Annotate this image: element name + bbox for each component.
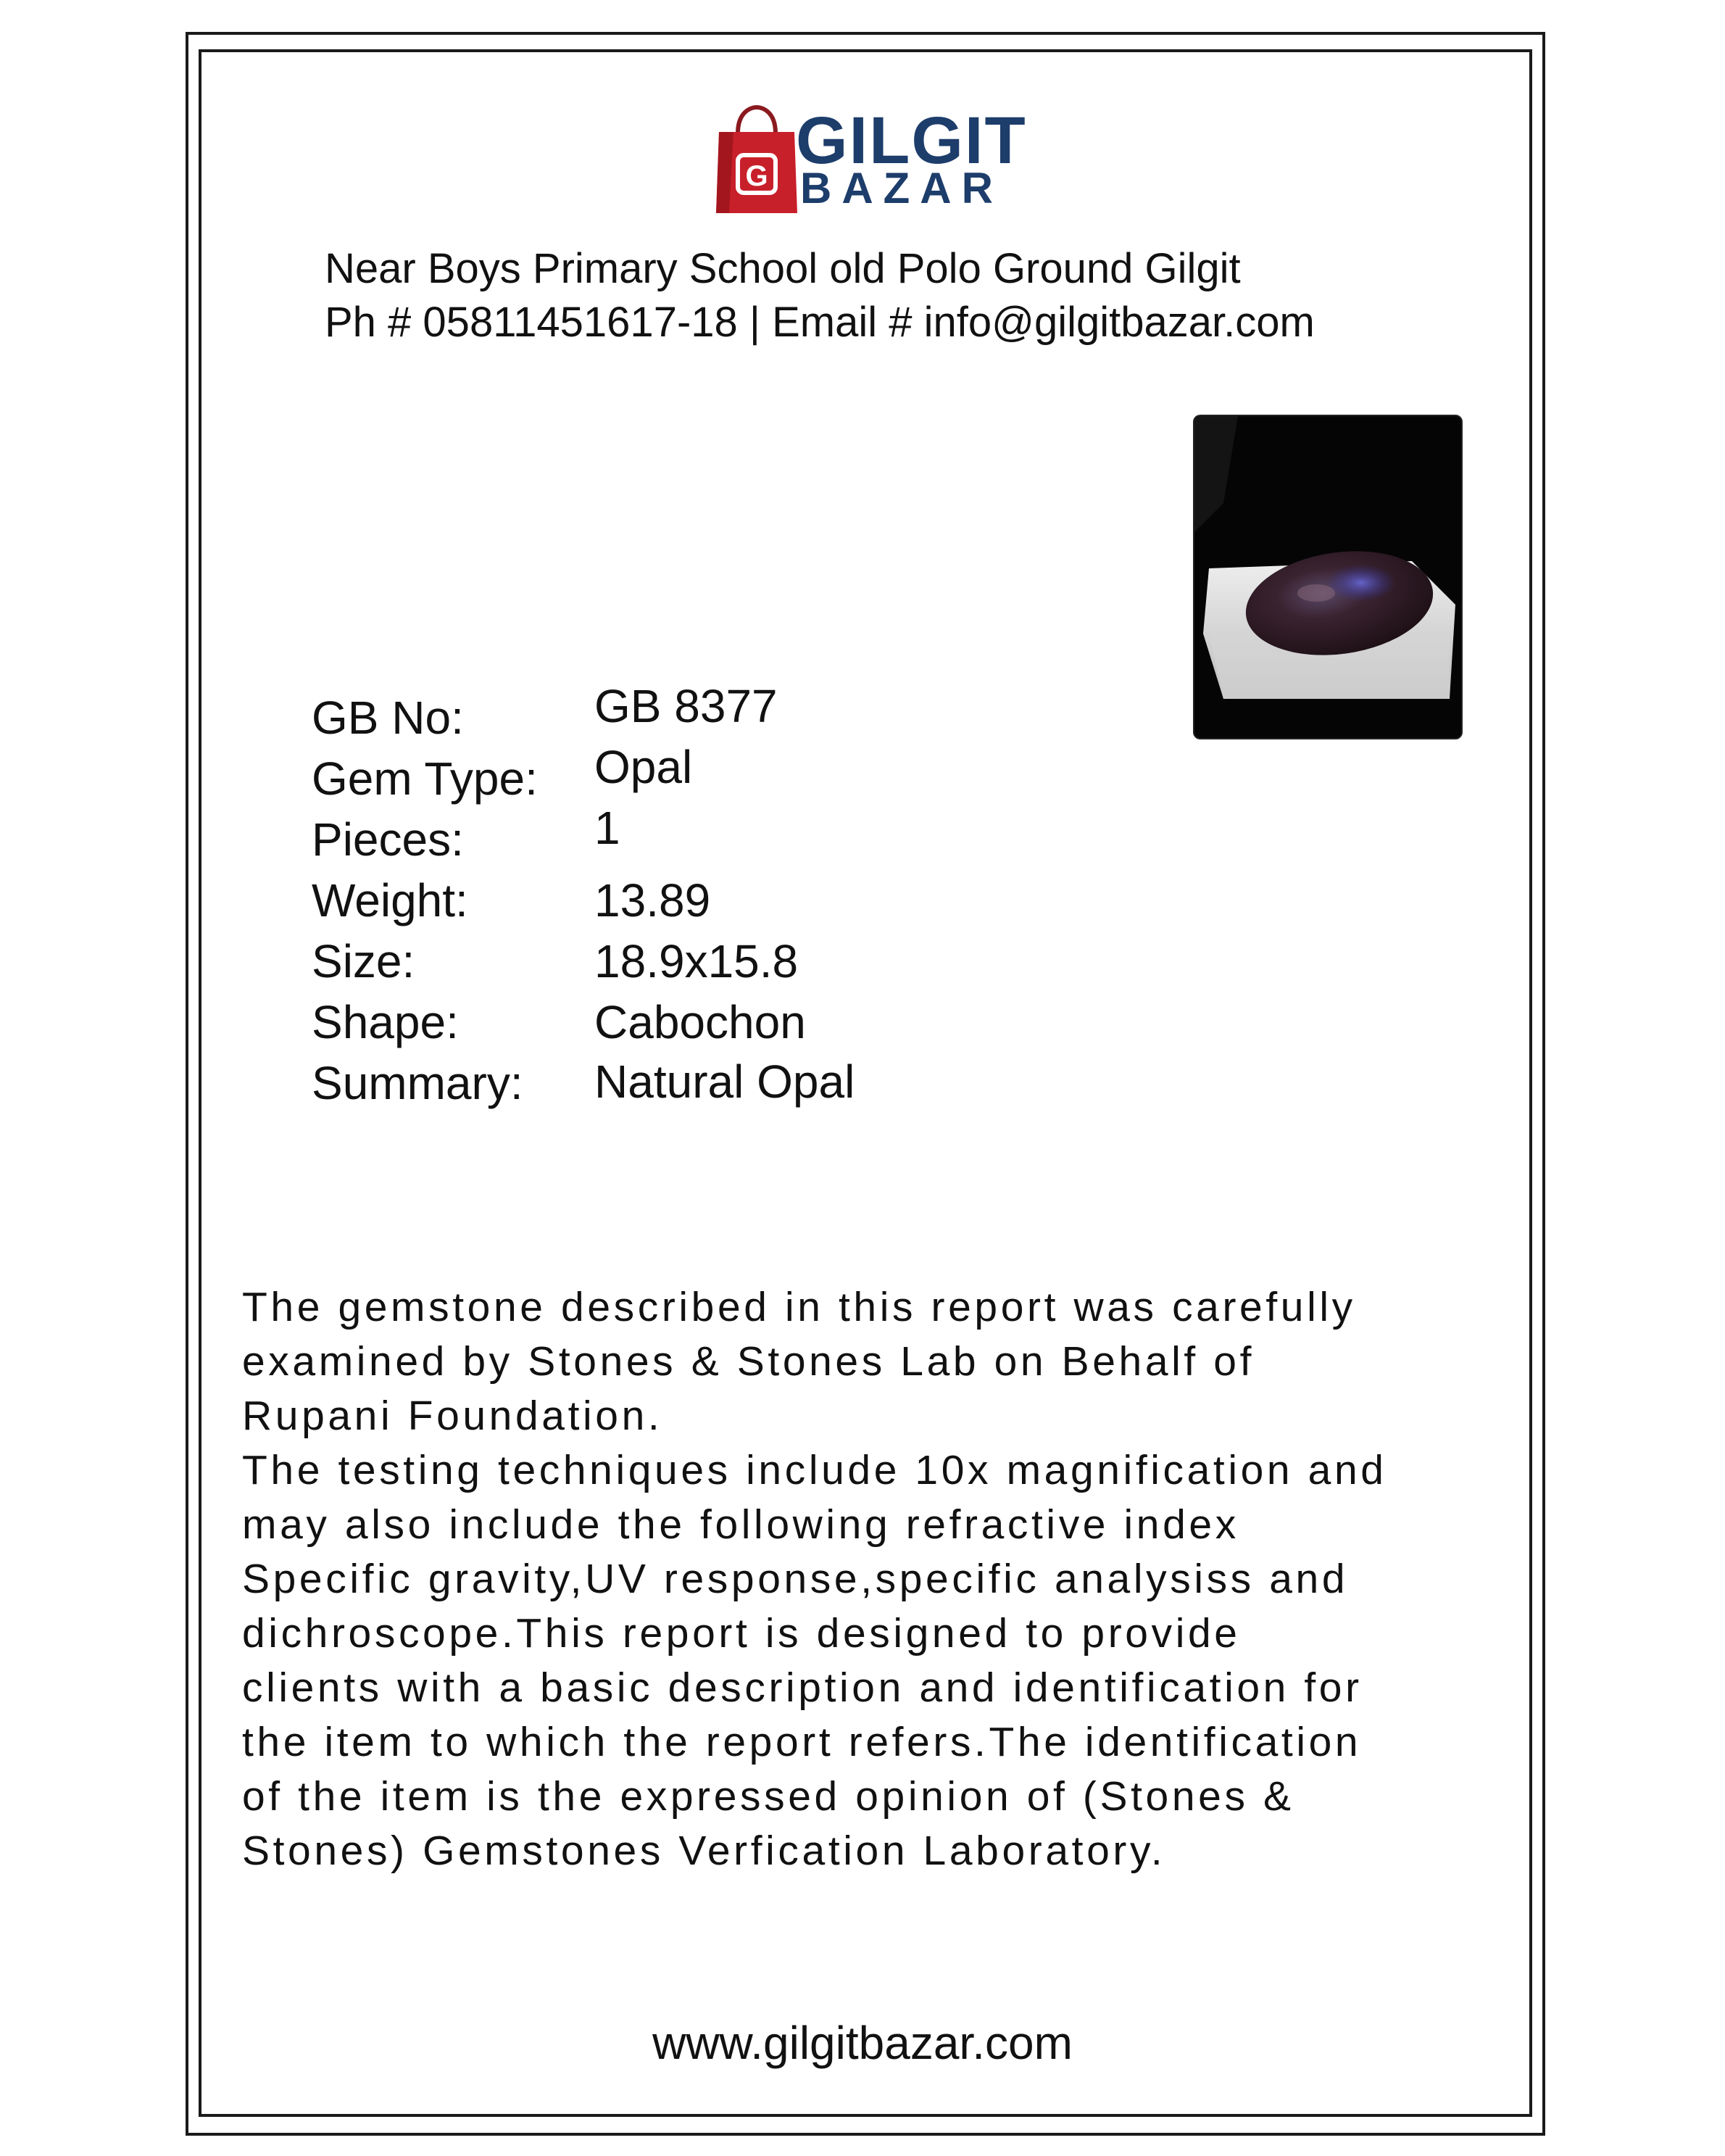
opal-image	[1194, 416, 1461, 738]
field-label: Size:	[312, 935, 415, 987]
field-value: GB 8377	[594, 680, 778, 732]
field-label: GB No:	[312, 692, 464, 744]
field-label: Weight:	[312, 874, 468, 926]
field-value: 13.89	[594, 874, 711, 926]
gilgit-bazar-logo	[706, 104, 1047, 220]
address-line: Near Boys Primary School old Polo Ground Gilgit	[325, 245, 1241, 292]
field-label: Summary:	[312, 1057, 523, 1109]
website-url[interactable]: www.gilgitbazar.com	[652, 2017, 1073, 2069]
shopping-bag-icon	[713, 104, 800, 217]
field-label: Shape:	[312, 996, 459, 1048]
field-value: 18.9x15.8	[594, 935, 799, 987]
report-description: The gemstone described in this report was carefully examined by Stones & Stones Lab on Behalf of Rupani Foundation. The testing techniques include 10x magnification and may also include the following refractive index Specific gravity,UV response,specific analysiss and dichroscope.This report is designed to provide clients with a basic description and identification for the item to which the report refers.The identification of the item is the expressed opinion of (Stones & Stones) Gemstones Verfication Laboratory.	[242, 1284, 1387, 1874]
field-value: 1	[594, 802, 620, 854]
logo-word-bazar: BAZAR	[800, 164, 1003, 212]
field-value: Natural Opal	[594, 1056, 855, 1108]
logo-word-gilgit: GILGIT	[796, 104, 1027, 178]
field-label: Pieces:	[312, 813, 464, 866]
gem-photo	[1193, 415, 1463, 739]
contact-line: Ph # 05811451617-18 | Email # info@gilgitbazar.com	[325, 299, 1315, 346]
field-label: Gem Type:	[312, 752, 538, 805]
bag-letter: G	[745, 160, 768, 192]
field-value: Cabochon	[594, 996, 806, 1048]
field-value: Opal	[594, 741, 693, 793]
